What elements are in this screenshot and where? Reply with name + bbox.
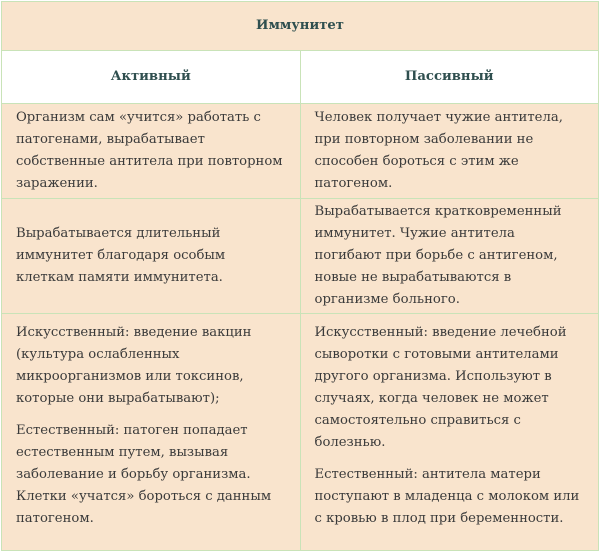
cell-text: Вырабатывается кратковременный иммунитет. Чужие антитела погибают при борьбе с антигеном, новые не вырабатываются в организме больного. xyxy=(314,204,562,307)
cell-text: Организм сам «учится» работать с патогенами, вырабатывает собственные антитела при повторном заражении. xyxy=(16,110,283,191)
table-row xyxy=(2,104,599,199)
cell-passive xyxy=(300,199,599,314)
cell-text: Человек получает чужие антитела, при повторном заболевании не способен бороться с этим же патогеном. xyxy=(314,110,563,191)
cell-active xyxy=(2,104,301,199)
header-active: Активный xyxy=(2,51,301,104)
table-row xyxy=(2,314,599,551)
cell-text: Естественный: антитела матери поступают в младенца с молоком или с кровью в плод при беременности. xyxy=(314,467,580,526)
cell-active xyxy=(2,199,301,314)
cell-active xyxy=(2,314,301,551)
cell-text: Естественный: патоген попадает естественным путем, вызывая заболевание и борьбу организма. Клетки «учатся» бороться с данным патогеном. xyxy=(16,423,272,526)
cell-text: Вырабатывается длительный иммунитет благодаря особым клеткам памяти иммунитета. xyxy=(16,226,226,285)
table-row xyxy=(2,199,599,314)
table-title: Иммунитет xyxy=(2,2,599,51)
cell-passive xyxy=(300,314,599,551)
immunity-table xyxy=(1,1,599,551)
header-row xyxy=(2,51,599,104)
title-row xyxy=(2,2,599,51)
cell-passive xyxy=(300,104,599,199)
cell-text: Искусственный: введение вакцин (культура ослабленных микроорганизмов или токсинов, которые они вырабатывают); xyxy=(16,325,252,406)
cell-text: Искусственный: введение лечебной сыворотки с готовыми антителами другого организма. Используют в случаях, когда человек не может самостоятельно справиться с болезнью. xyxy=(314,325,567,450)
header-passive: Пассивный xyxy=(300,51,599,104)
